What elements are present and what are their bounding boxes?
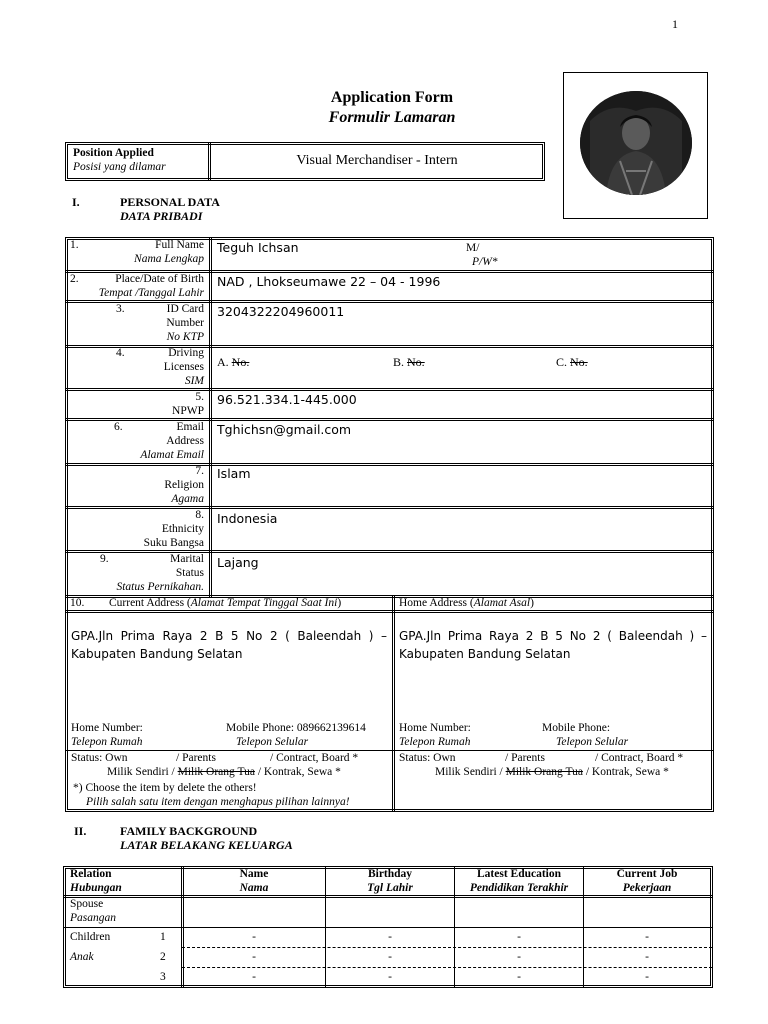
- home-status-parents[interactable]: / Parents: [505, 752, 545, 764]
- email-label: Email: [176, 421, 204, 433]
- photo-frame: [563, 72, 708, 219]
- child-1-name[interactable]: -: [252, 931, 256, 943]
- fullname-label: Full Name: [155, 239, 204, 251]
- header-relation: Relation: [70, 868, 112, 880]
- marital-label-id: Status Pernikahan.: [116, 581, 204, 593]
- note-line2: Pilih salah satu item dengan menghapus pilihan lainnya!: [86, 796, 350, 808]
- current-address-value[interactable]: GPA.Jln Prima Raya 2 B 5 No 2 ( Baleendah ) – Kabupaten Bandung Selatan: [71, 629, 387, 661]
- driving-label-id: SIM: [184, 375, 204, 387]
- child-1-num: 1: [160, 931, 166, 943]
- current-address-header: Current Address (Alamat Tempat Tinggal Saat Ini): [109, 597, 342, 609]
- home-address-value[interactable]: GPA.Jln Prima Raya 2 B 5 No 2 ( Baleendah ) – Kabupaten Bandung Selatan: [399, 629, 707, 661]
- section1-number: I.: [72, 195, 80, 209]
- child-3-num: 3: [160, 971, 166, 983]
- child-1-education[interactable]: -: [517, 931, 521, 943]
- section2-title-id: LATAR BELAKANG KELUARGA: [120, 838, 293, 852]
- gender-option-id[interactable]: P/W*: [472, 256, 498, 268]
- form-subtitle: Formulir Lamaran: [328, 109, 456, 126]
- current-status-contract[interactable]: / Contract, Board *: [270, 752, 359, 764]
- marital-num: 9.: [100, 553, 109, 565]
- position-label-id: Posisi yang dilamar: [73, 161, 166, 173]
- home-home-number-label-id: Telepon Rumah: [399, 736, 471, 748]
- home-status-line2[interactable]: Milik Sendiri / Milik Orang Tua / Kontrak, Sewa *: [435, 766, 669, 778]
- birth-label-id: Tempat /Tanggal Lahir: [98, 287, 204, 299]
- header-birthday-id: Tgl Lahir: [367, 882, 413, 894]
- birth-label: Place/Date of Birth: [115, 273, 204, 285]
- position-label: Position Applied: [73, 147, 154, 159]
- children-label-id: Anak: [70, 951, 94, 963]
- child-2-birthday[interactable]: -: [388, 951, 392, 963]
- header-name: Name: [239, 868, 269, 880]
- form-title: Application Form: [330, 89, 454, 106]
- driving-label: Driving: [168, 347, 204, 359]
- child-3-name[interactable]: -: [252, 971, 256, 983]
- license-c[interactable]: C. No.: [556, 355, 588, 369]
- email-label-id: Alamat Email: [140, 449, 204, 461]
- address-num: 10.: [70, 597, 85, 609]
- license-b[interactable]: B. No.: [393, 355, 425, 369]
- idcard-num: 3.: [116, 303, 125, 315]
- idcard-label-2: Number: [166, 317, 204, 329]
- ethnicity-num: 8.: [195, 509, 204, 521]
- home-mobile-phone[interactable]: Mobile Phone:: [542, 722, 611, 734]
- children-label: Children: [70, 931, 111, 943]
- home-status-own[interactable]: Status: Own: [399, 752, 456, 764]
- birth-value[interactable]: NAD , Lhokseumawe 22 – 04 - 1996: [217, 274, 441, 289]
- note-line1: *) Choose the item by delete the others!: [73, 782, 257, 794]
- home-address-header: Home Address (Alamat Asal): [399, 597, 534, 609]
- header-education-id: Pendidikan Terakhir: [469, 882, 569, 894]
- applicant-photo: [580, 91, 692, 195]
- position-value[interactable]: Visual Merchandiser - Intern: [296, 153, 458, 168]
- email-value[interactable]: Tghichsn@gmail.com: [217, 422, 352, 437]
- npwp-value[interactable]: 96.521.334.1-445.000: [217, 392, 357, 407]
- religion-num: 7.: [195, 465, 204, 477]
- ethnicity-label: Ethnicity: [161, 523, 204, 535]
- fullname-label-id: Nama Lengkap: [134, 253, 204, 265]
- npwp-num: 5.: [195, 391, 204, 403]
- header-job-id: Pekerjaan: [622, 882, 672, 894]
- religion-label: Religion: [164, 479, 204, 491]
- religion-value[interactable]: Islam: [217, 466, 251, 481]
- current-home-number-label-id: Telepon Rumah: [71, 736, 143, 748]
- child-2-num: 2: [160, 951, 166, 963]
- section2-number: II.: [74, 824, 87, 838]
- fullname-value[interactable]: Teguh Ichsan: [217, 240, 299, 255]
- header-education: Latest Education: [476, 868, 562, 880]
- idcard-label: ID Card: [166, 303, 204, 315]
- child-3-job[interactable]: -: [645, 971, 649, 983]
- driving-num: 4.: [116, 347, 125, 359]
- birth-num: 2.: [70, 273, 79, 285]
- driving-label-2: Licenses: [163, 361, 204, 373]
- fullname-num: 1.: [70, 239, 79, 251]
- marital-label: Marital: [170, 553, 204, 565]
- marital-value[interactable]: Lajang: [217, 555, 259, 570]
- idcard-value[interactable]: 3204322204960011: [217, 304, 345, 319]
- ethnicity-label-id: Suku Bangsa: [143, 537, 204, 549]
- email-label-2: Address: [166, 435, 204, 447]
- header-relation-id: Hubungan: [70, 882, 122, 894]
- marital-label-2: Status: [175, 567, 204, 579]
- current-status-line2[interactable]: Milik Sendiri / Milik Orang Tua / Kontrak, Sewa *: [107, 766, 341, 778]
- home-status-contract[interactable]: / Contract, Board *: [595, 752, 684, 764]
- header-birthday: Birthday: [367, 868, 413, 880]
- child-2-name[interactable]: -: [252, 951, 256, 963]
- header-job: Current Job: [616, 868, 678, 880]
- license-a[interactable]: A. No.: [217, 355, 250, 369]
- page-number: 1: [672, 17, 678, 31]
- religion-label-id: Agama: [171, 493, 204, 505]
- child-1-job[interactable]: -: [645, 931, 649, 943]
- section2-title: FAMILY BACKGROUND: [120, 824, 258, 838]
- current-mobile-phone-id: Telepon Selular: [236, 736, 309, 748]
- spouse-label: Spouse: [70, 898, 104, 910]
- child-2-job[interactable]: -: [645, 951, 649, 963]
- child-2-education[interactable]: -: [517, 951, 521, 963]
- idcard-label-id: No KTP: [166, 331, 204, 343]
- section1-title-id: DATA PRIBADI: [120, 209, 203, 223]
- npwp-label: NPWP: [172, 405, 204, 417]
- current-home-number-label: Home Number:: [71, 722, 143, 734]
- section1-title: PERSONAL DATA: [120, 195, 220, 209]
- child-3-education[interactable]: -: [517, 971, 521, 983]
- home-home-number-label: Home Number:: [399, 722, 471, 734]
- gender-option[interactable]: M/: [466, 242, 480, 254]
- current-mobile-phone[interactable]: Mobile Phone: 089662139614: [226, 722, 366, 734]
- current-status-parents[interactable]: / Parents: [176, 752, 216, 764]
- child-3-birthday[interactable]: -: [388, 971, 392, 983]
- ethnicity-value[interactable]: Indonesia: [217, 511, 278, 526]
- spouse-label-id: Pasangan: [70, 912, 116, 924]
- home-mobile-phone-id: Telepon Selular: [556, 736, 629, 748]
- header-name-id: Nama: [239, 882, 269, 894]
- child-1-birthday[interactable]: -: [388, 931, 392, 943]
- email-num: 6.: [114, 421, 123, 433]
- current-status-own[interactable]: Status: Own: [71, 752, 128, 764]
